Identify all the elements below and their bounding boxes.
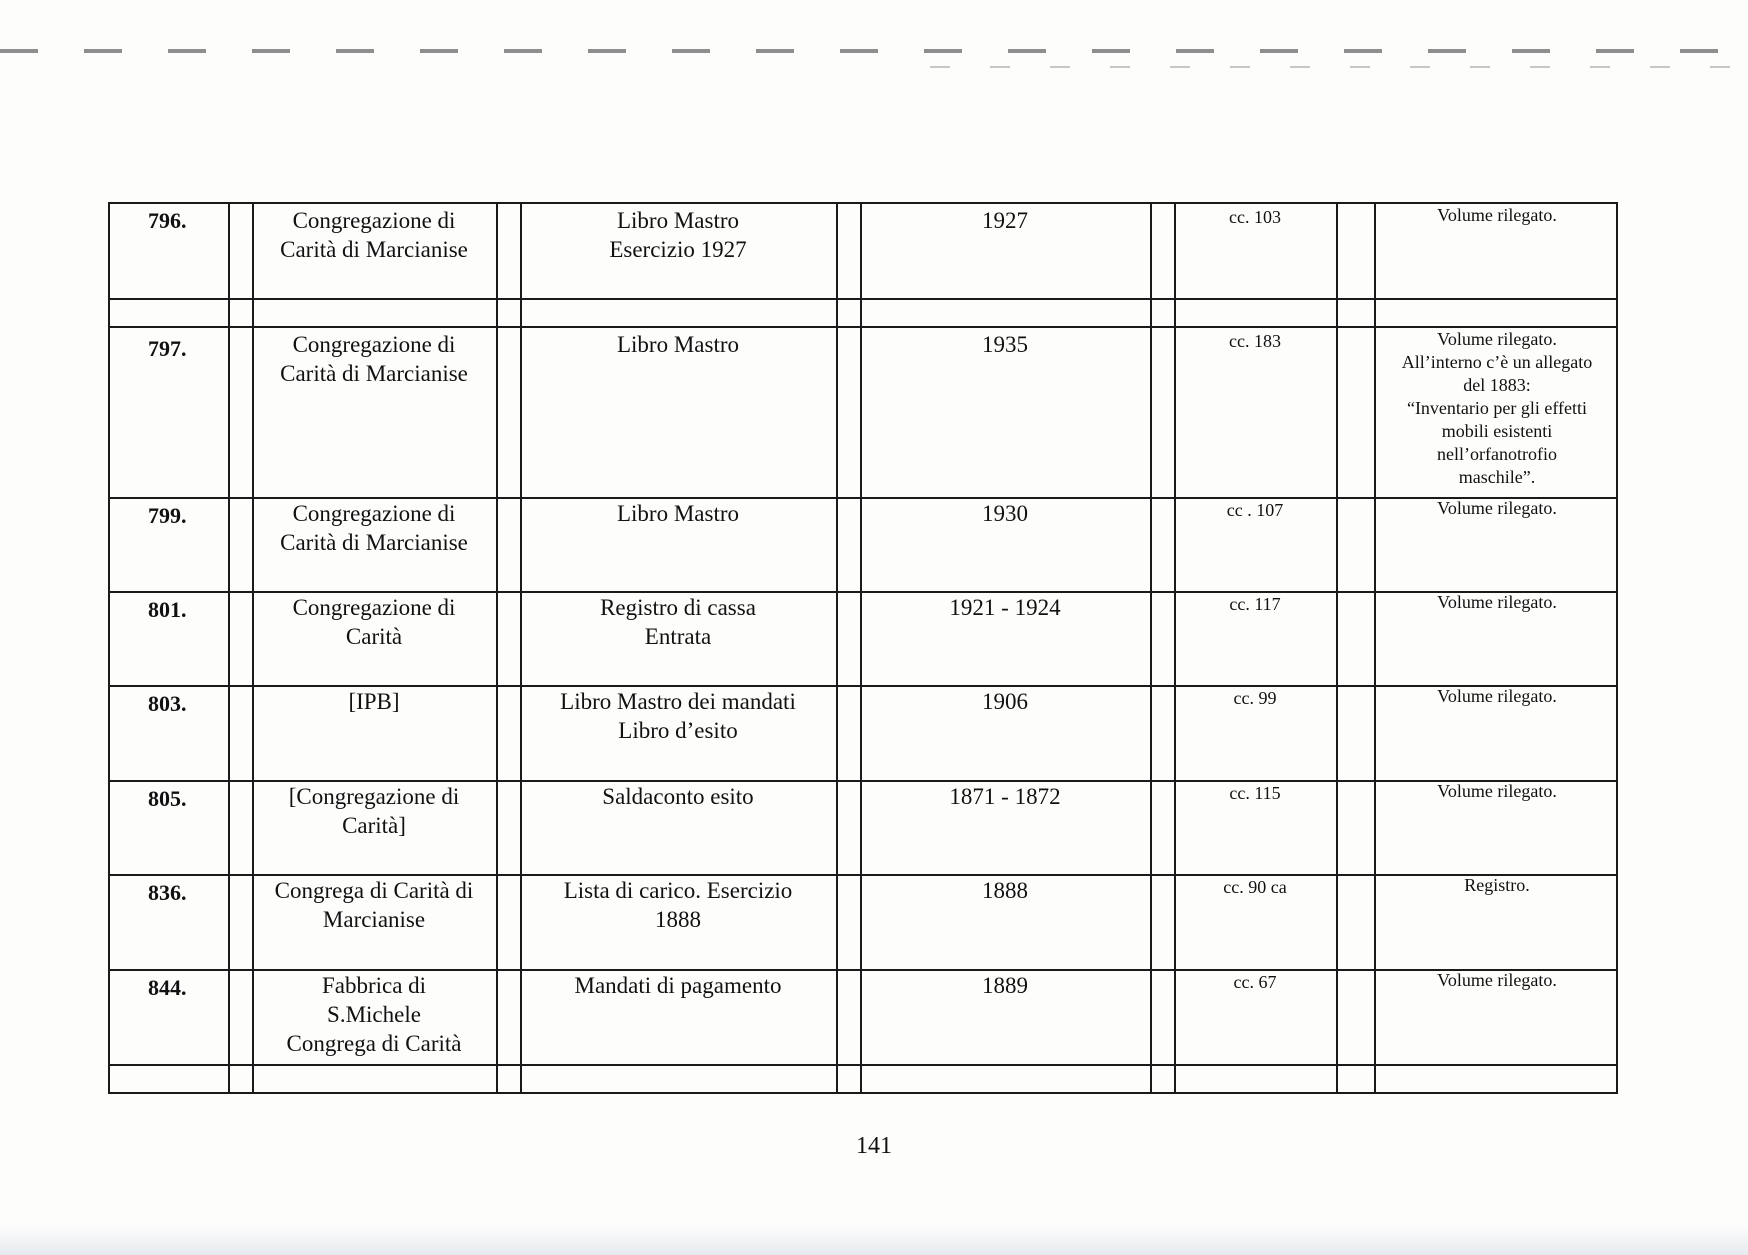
notes-line: “Inventario per gli effetti [1406,398,1588,418]
pages-cell: cc. 183 [1229,331,1281,351]
entity-line: Carità] [342,813,406,838]
notes-cell [1374,497,1620,520]
title-cell [520,782,836,811]
date-cell: 1871 - 1872 [949,784,1061,809]
entity-line: Congrega di Carità [286,1031,462,1056]
notes-line: Volume rilegato. [1437,781,1557,801]
entity-line: Congregazione di [292,208,456,233]
entity-line: [IPB] [348,689,400,714]
date-cell: 1888 [982,878,1028,903]
table-row [110,326,1616,497]
table-row [110,969,1616,1064]
notes-line: maschile”. [1458,467,1536,487]
entity-cell [252,206,496,264]
title-line: Lista di carico. Esercizio [563,878,793,903]
pages-cell: cc. 67 [1233,972,1277,992]
entity-line: Fabbrica di [321,973,427,998]
record-number: 844. [148,975,187,1000]
title-line: Esercizio 1927 [609,237,747,262]
title-line: Libro Mastro dei mandati [560,689,796,714]
scan-artifact-dashes [0,49,1748,53]
title-line: Saldaconto esito [602,784,754,809]
entity-cell [252,782,496,840]
entity-line: Congrega di Carità di [274,878,474,903]
title-line: Entrata [644,624,712,649]
notes-cell [1374,685,1620,708]
title-cell [520,971,836,1000]
entity-line: [Congregazione di [288,784,460,809]
notes-line: del 1883: [1463,375,1531,395]
title-line: Libro Mastro [616,501,739,526]
notes-line: mobili esistenti [1441,421,1553,441]
record-number: 797. [148,336,187,361]
title-cell [520,593,836,651]
notes-cell [1374,328,1620,489]
pages-cell: cc . 107 [1226,500,1284,520]
notes-cell [1374,204,1620,227]
page-number: 141 [856,1133,892,1159]
entity-line: Marcianise [322,907,426,932]
entity-line: Carità [345,624,403,649]
title-cell [520,687,836,745]
title-line: 1888 [655,907,701,932]
inventory-table [108,202,1618,1094]
row-divider [110,298,1616,300]
date-cell: 1906 [982,689,1028,714]
notes-line: Volume rilegato. [1437,205,1557,225]
notes-line: Volume rilegato. [1437,970,1557,990]
entity-line: Congregazione di [292,332,456,357]
title-cell [520,499,836,528]
notes-line: All’interno c’è un allegato [1401,352,1593,372]
title-line: Mandati di pagamento [574,973,782,998]
table-row [110,591,1616,685]
pages-cell: cc. 117 [1229,594,1281,614]
entity-cell [252,876,496,934]
title-line: Registro di cassa [600,595,756,620]
title-cell [520,330,836,359]
scan-bottom-shade [0,1225,1748,1255]
pages-cell: cc. 99 [1233,688,1277,708]
entity-cell [252,971,496,1058]
notes-cell [1374,780,1620,803]
record-number: 801. [148,597,187,622]
notes-cell [1374,874,1620,897]
notes-line: Volume rilegato. [1437,498,1557,518]
pages-cell: cc. 115 [1229,783,1281,803]
title-cell [520,206,836,264]
entity-line: S.Michele [327,1002,421,1027]
notes-cell [1374,591,1620,614]
entity-line: Carità di Marcianise [280,237,468,262]
entity-line: Congregazione di [292,595,456,620]
notes-line: Registro. [1464,875,1530,895]
record-number: 796. [148,208,187,233]
entity-line: Carità di Marcianise [280,361,468,386]
date-cell: 1921 - 1924 [949,595,1061,620]
table-row [110,204,1616,298]
row-divider [110,1064,1616,1066]
record-number: 803. [148,691,187,716]
notes-line: nell’orfanotrofio [1437,444,1557,464]
date-cell: 1935 [982,332,1028,357]
date-cell: 1927 [982,208,1028,233]
pages-cell: cc. 103 [1229,207,1281,227]
date-cell: 1930 [982,501,1028,526]
table-row [110,685,1616,780]
pages-cell: cc. 90 ca [1223,877,1287,897]
record-number: 799. [148,503,187,528]
title-cell [520,876,836,934]
record-number: 805. [148,786,187,811]
title-line: Libro Mastro [616,332,739,357]
title-line: Libro Mastro [616,208,739,233]
notes-line: Volume rilegato. [1437,329,1557,349]
date-cell: 1889 [982,973,1028,998]
scan-artifact-dashes [930,66,1748,68]
notes-cell [1374,969,1620,992]
notes-line: Volume rilegato. [1437,592,1557,612]
title-line: Libro d’esito [618,718,738,743]
entity-cell [252,687,496,716]
entity-line: Congregazione di [292,501,456,526]
entity-cell [252,593,496,651]
entity-line: Carità di Marcianise [280,530,468,555]
table-row [110,874,1616,969]
record-number: 836. [148,880,187,905]
entity-cell [252,499,496,557]
notes-line: Volume rilegato. [1437,686,1557,706]
table-row [110,780,1616,874]
table-row [110,497,1616,591]
entity-cell [252,330,496,388]
